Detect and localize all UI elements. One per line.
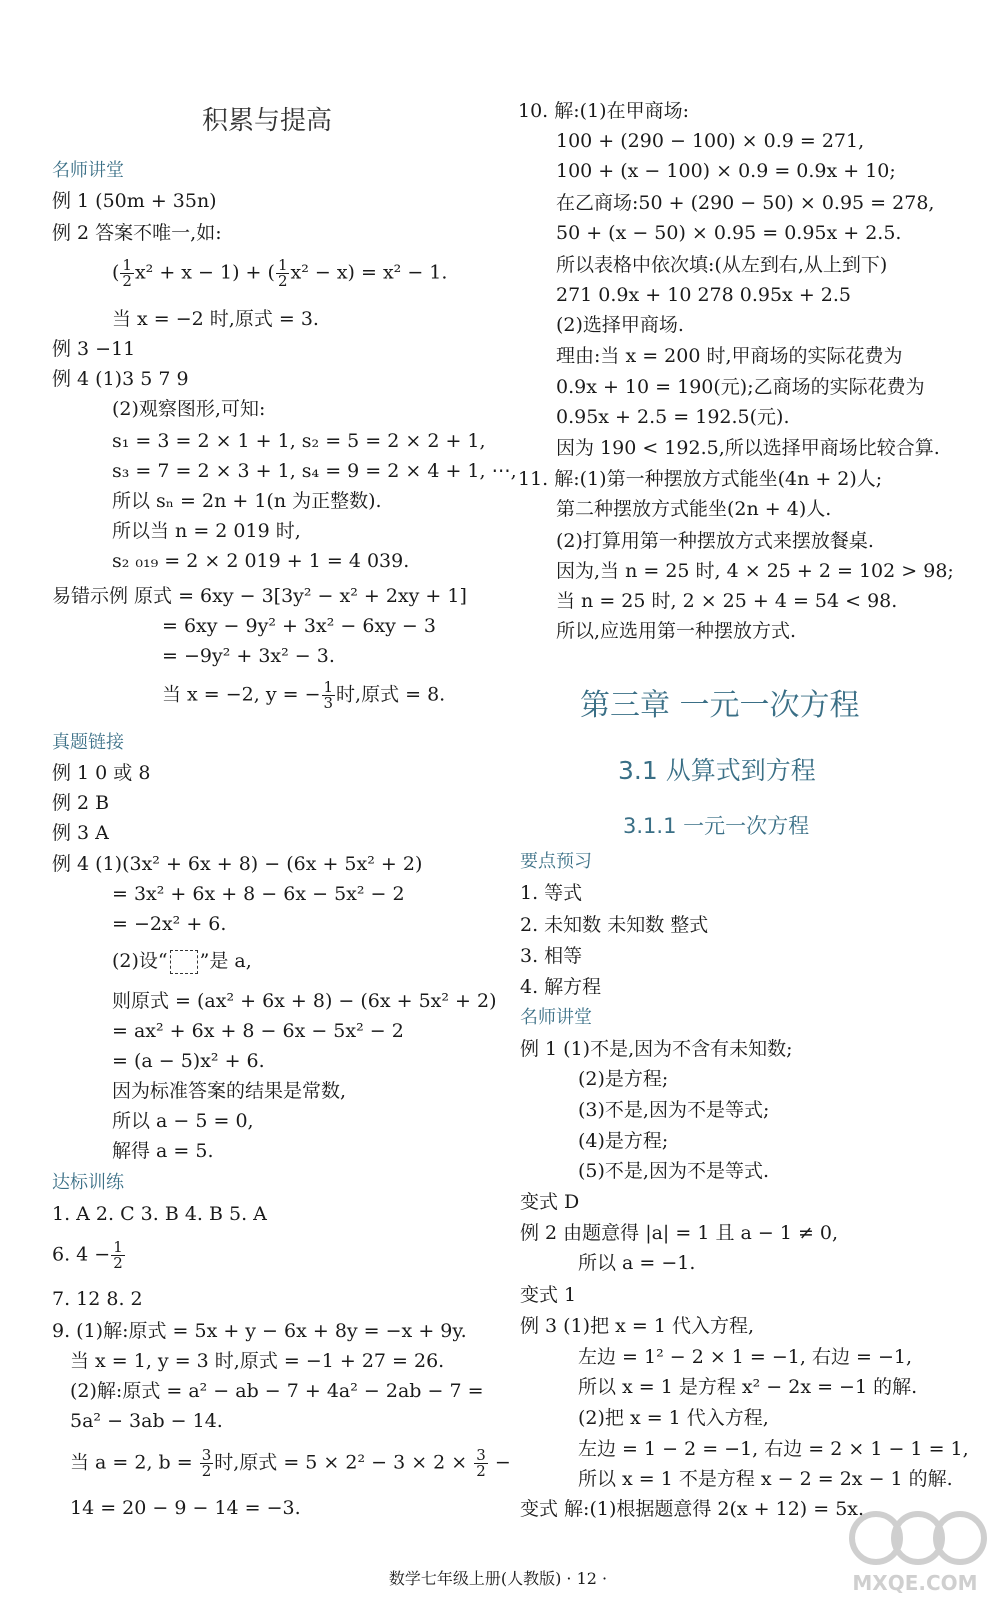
answer-line: 0.9x + 10 = 190(元);乙商场的实际花费为	[556, 376, 925, 398]
answer-line: 例 4 (1)3 5 7 9	[52, 368, 189, 390]
answer-line: 所以 x = 1 是方程 x² − 2x = −1 的解.	[578, 1376, 918, 1398]
section-heading: 达标训练	[52, 1172, 124, 1193]
chapter-title: 第三章 一元一次方程	[580, 688, 860, 723]
answer-line: 当 n = 25 时, 2 × 25 + 4 = 54 < 98.	[556, 590, 898, 612]
answer-line: = 6xy − 9y² + 3x² − 6xy − 3	[162, 615, 436, 637]
answer-line: 所以 x = 1 不是方程 x − 2 = 2x − 1 的解.	[578, 1468, 953, 1490]
answer-line: 所以当 n = 2 019 时,	[112, 520, 301, 542]
answer-line: 7. 12 8. 2	[52, 1288, 143, 1310]
answer-line: 271 0.9x + 10 278 0.95x + 2.5	[556, 284, 851, 306]
dashed-box-icon	[170, 950, 198, 974]
answer-line: 1. A 2. C 3. B 4. B 5. A	[52, 1203, 267, 1225]
svg-text:MXQE.COM: MXQE.COM	[852, 1571, 978, 1595]
answer-line: = −9y² + 3x² − 3.	[162, 645, 335, 667]
section-heading: 名师讲堂	[520, 1007, 592, 1028]
section-heading: 真题链接	[52, 732, 124, 753]
answer-line: 例 1 (1)不是,因为不含有未知数;	[520, 1038, 793, 1060]
section-title: 3.1 从算式到方程	[618, 756, 816, 785]
subsection-title: 3.1.1 一元一次方程	[623, 814, 810, 838]
answer-line: (2)设“ ”是 a,	[112, 950, 252, 972]
answer-line: 第二种摆放方式能坐(2n + 4)人.	[556, 498, 832, 520]
answer-line: 50 + (x − 50) × 0.95 = 0.95x + 2.5.	[556, 222, 902, 244]
answer-line: 变式 解:(1)根据题意得 2(x + 12) = 5x.	[520, 1498, 865, 1520]
answer-line: 例 4 (1)(3x² + 6x + 8) − (6x + 5x² + 2)	[52, 853, 423, 875]
answer-line: 当 x = 1, y = 3 时,原式 = −1 + 27 = 26.	[70, 1350, 445, 1372]
answer-line: 所以 a = −1.	[578, 1252, 696, 1274]
answer-line: 0.95x + 2.5 = 192.5(元).	[556, 406, 790, 428]
section-title: 积累与提高	[202, 106, 333, 136]
answer-line: 10. 解:(1)在甲商场:	[518, 100, 689, 122]
answer-line: 所以 sₙ = 2n + 1(n 为正整数).	[112, 490, 382, 512]
answer-line: 例 2 答案不唯一,如:	[52, 222, 222, 244]
answer-line: 100 + (x − 100) × 0.9 = 0.9x + 10;	[556, 160, 896, 182]
answer-line: 例 2 B	[52, 792, 110, 814]
answer-line: 9. (1)解:原式 = 5x + y − 6x + 8y = −x + 9y.	[52, 1320, 467, 1342]
answer-line: 4. 解方程	[520, 976, 602, 998]
answer-line: 变式 1	[520, 1284, 577, 1306]
section-heading: 要点预习	[520, 851, 592, 872]
answer-line: 6. 4 − $\frac{1}{2}$	[52, 1238, 123, 1272]
answer-line: 变式 D	[520, 1191, 580, 1213]
answer-line: = (a − 5)x² + 6.	[112, 1050, 265, 1072]
answer-line: 理由:当 x = 200 时,甲商场的实际花费为	[556, 345, 903, 367]
answer-line: 所以 a − 5 = 0,	[112, 1110, 254, 1132]
answer-line: 在乙商场:50 + (290 − 50) × 0.95 = 278,	[556, 192, 935, 214]
answer-line: 例 3 (1)把 x = 1 代入方程,	[520, 1315, 755, 1337]
answer-line: = ax² + 6x + 8 − 6x − 5x² − 2	[112, 1020, 404, 1042]
answer-line: (2)是方程;	[578, 1068, 669, 1090]
answer-line: 左边 = 1² − 2 × 1 = −1, 右边 = −1,	[578, 1346, 913, 1368]
answer-line: 所以,应选用第一种摆放方式.	[556, 620, 797, 642]
answer-line: 5a² − 3ab − 14.	[70, 1410, 223, 1432]
answer-line: 当 a = 2, b = $\frac{3}{2}$ 时,原式 = 5 × 2² − 3 × 2 × $\frac{3}{2}$ −	[70, 1446, 511, 1480]
answer-line: (2)观察图形,可知:	[112, 398, 266, 420]
answer-line: 例 1 0 或 8	[52, 762, 151, 784]
answer-line: 3. 相等	[520, 945, 583, 967]
answer-line: s₃ = 7 = 2 × 3 + 1, s₄ = 9 = 2 × 4 + 1, ⋯,	[112, 460, 517, 482]
answer-line: 例 3 −11	[52, 338, 136, 360]
answer-line: ( $\frac{1}{2}$ x² + x − 1) + ( $\frac{1}{2}$ x² − x) = x² − 1.	[112, 256, 448, 290]
answer-line: (2)解:原式 = a² − ab − 7 + 4a² − 2ab − 7 =	[70, 1380, 484, 1402]
answer-line: 例 3 A	[52, 822, 109, 844]
answer-line: s₁ = 3 = 2 × 1 + 1, s₂ = 5 = 2 × 2 + 1,	[112, 430, 486, 452]
answer-line: = 3x² + 6x + 8 − 6x − 5x² − 2	[112, 883, 405, 905]
watermark-logo-icon	[840, 1500, 990, 1596]
answer-line: (2)打算用第一种摆放方式来摆放餐桌.	[556, 530, 874, 552]
answer-line: 当 x = −2 时,原式 = 3.	[112, 308, 319, 330]
answer-line: 所以表格中依次填:(从左到右,从上到下)	[556, 254, 888, 276]
answer-line: 2. 未知数 未知数 整式	[520, 914, 709, 936]
answer-line: (2)把 x = 1 代入方程,	[578, 1407, 769, 1429]
answer-line: 解得 a = 5.	[112, 1140, 214, 1162]
answer-line: s₂ ₀₁₉ = 2 × 2 019 + 1 = 4 039.	[112, 550, 410, 572]
answer-line: 14 = 20 − 9 − 14 = −3.	[70, 1497, 301, 1519]
answer-line: 则原式 = (ax² + 6x + 8) − (6x + 5x² + 2)	[112, 990, 497, 1012]
answer-line: 例 1 (50m + 35n)	[52, 190, 217, 212]
answer-line: = −2x² + 6.	[112, 913, 227, 935]
answer-line: (4)是方程;	[578, 1130, 669, 1152]
answer-line: 因为,当 n = 25 时, 4 × 25 + 2 = 102 > 98;	[556, 560, 954, 582]
answer-line: 左边 = 1 − 2 = −1, 右边 = 2 × 1 − 1 = 1,	[578, 1438, 969, 1460]
answer-line: 100 + (290 − 100) × 0.9 = 271,	[556, 130, 865, 152]
answer-line: 易错示例 原式 = 6xy − 3[3y² − x² + 2xy + 1]	[52, 585, 467, 607]
answer-line: 当 x = −2, y = − $\frac{1}{3}$ 时,原式 = 8.	[162, 678, 446, 712]
page-footer: 数学七年级上册(人教版) · 12 ·	[388, 1569, 608, 1588]
answer-line: (3)不是,因为不是等式;	[578, 1099, 770, 1121]
section-heading: 名师讲堂	[52, 160, 124, 181]
answer-line: (5)不是,因为不是等式.	[578, 1160, 769, 1182]
answer-line: 1. 等式	[520, 882, 583, 904]
answer-line: (2)选择甲商场.	[556, 314, 684, 336]
answer-line: 因为标准答案的结果是常数,	[112, 1080, 347, 1102]
answer-line: 11. 解:(1)第一种摆放方式能坐(4n + 2)人;	[518, 468, 883, 490]
answer-line: 因为 190 < 192.5,所以选择甲商场比较合算.	[556, 437, 940, 459]
answer-line: 例 2 由题意得 |a| = 1 且 a − 1 ≠ 0,	[520, 1222, 839, 1244]
